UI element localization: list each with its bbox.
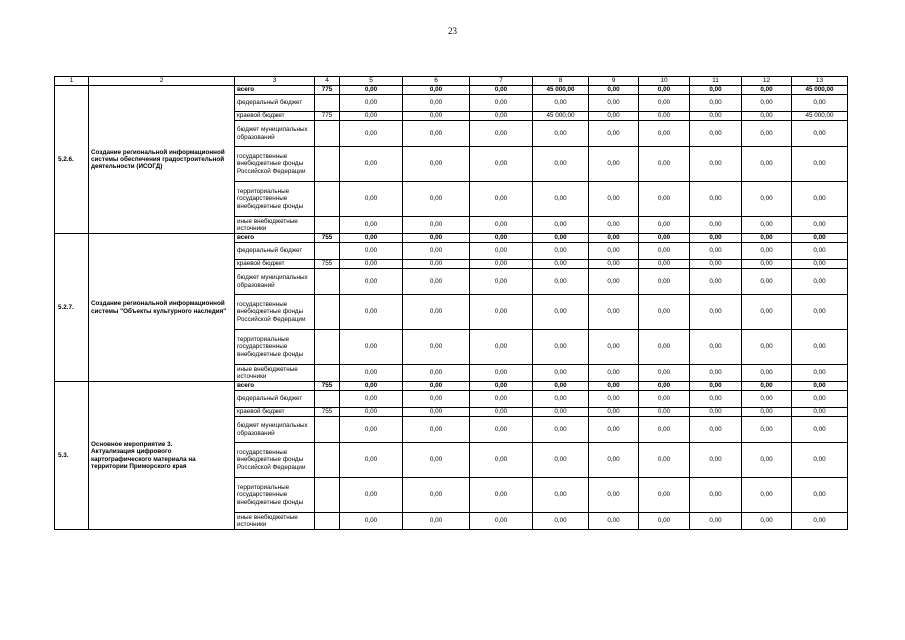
column-header: 10 (639, 77, 690, 86)
funding-source: территориальные государственные внебюджетные фонды (235, 478, 315, 513)
column-header: 11 (690, 77, 742, 86)
amount-cell: 0,00 (470, 182, 533, 217)
amount-cell: 0,00 (340, 86, 403, 95)
budget-code: 775 (315, 86, 340, 95)
funding-source: территориальные государственные внебюджетные фонды (235, 330, 315, 365)
budget-code: 755 (315, 382, 340, 391)
amount-cell: 0,00 (742, 478, 792, 513)
amount-cell: 0,00 (403, 121, 470, 147)
amount-cell: 0,00 (639, 95, 690, 112)
column-header-row (55, 77, 848, 86)
amount-cell: 45 000,00 (792, 112, 848, 121)
column-header: 9 (589, 77, 639, 86)
amount-cell: 0,00 (533, 260, 589, 269)
amount-cell: 0,00 (690, 365, 742, 382)
amount-cell: 0,00 (742, 243, 792, 260)
amount-cell: 0,00 (639, 443, 690, 478)
amount-cell: 0,00 (742, 95, 792, 112)
amount-cell: 0,00 (589, 478, 639, 513)
amount-cell: 0,00 (470, 417, 533, 443)
column-header: 4 (315, 77, 340, 86)
amount-cell: 0,00 (340, 269, 403, 295)
amount-cell: 0,00 (340, 234, 403, 243)
amount-cell: 0,00 (639, 260, 690, 269)
amount-cell: 0,00 (403, 391, 470, 408)
amount-cell: 0,00 (403, 234, 470, 243)
amount-cell: 0,00 (470, 295, 533, 330)
funding-source: краевой бюджет (235, 408, 315, 417)
amount-cell: 0,00 (340, 147, 403, 182)
amount-cell: 0,00 (690, 182, 742, 217)
amount-cell: 0,00 (639, 478, 690, 513)
amount-cell: 0,00 (690, 112, 742, 121)
amount-cell: 0,00 (792, 217, 848, 234)
amount-cell: 0,00 (403, 217, 470, 234)
amount-cell: 0,00 (639, 417, 690, 443)
section-title: Создание региональной информационной системы "Объекты культурного наследия" (91, 300, 227, 315)
funding-source: иные внебюджетные источники (235, 217, 315, 234)
amount-cell: 0,00 (470, 234, 533, 243)
amount-cell: 0,00 (639, 112, 690, 121)
amount-cell: 0,00 (470, 443, 533, 478)
amount-cell: 0,00 (340, 182, 403, 217)
amount-cell: 0,00 (533, 391, 589, 408)
amount-cell: 0,00 (340, 417, 403, 443)
budget-code: 775 (315, 112, 340, 121)
amount-cell: 0,00 (403, 95, 470, 112)
amount-cell: 0,00 (589, 382, 639, 391)
amount-cell: 0,00 (533, 121, 589, 147)
budget-table (54, 76, 848, 530)
amount-cell: 0,00 (742, 147, 792, 182)
amount-cell: 0,00 (403, 478, 470, 513)
budget-code (315, 243, 340, 260)
amount-cell: 0,00 (470, 86, 533, 95)
amount-cell: 0,00 (589, 269, 639, 295)
budget-code (315, 121, 340, 147)
amount-cell: 0,00 (690, 147, 742, 182)
funding-source: бюджет муниципальных образований (235, 269, 315, 295)
amount-cell: 0,00 (340, 112, 403, 121)
section-code: 5.3. (55, 382, 89, 530)
amount-cell: 0,00 (690, 260, 742, 269)
amount-cell: 0,00 (690, 443, 742, 478)
budget-code (315, 443, 340, 478)
funding-source: краевой бюджет (235, 112, 315, 121)
amount-cell: 0,00 (340, 365, 403, 382)
amount-cell: 0,00 (690, 330, 742, 365)
budget-code (315, 269, 340, 295)
amount-cell: 0,00 (589, 121, 639, 147)
funding-source: федеральный бюджет (235, 95, 315, 112)
funding-source: федеральный бюджет (235, 243, 315, 260)
page-number: 23 (448, 26, 457, 36)
funding-source: государственные внебюджетные фонды Российской Федерации (235, 147, 315, 182)
amount-cell: 0,00 (340, 121, 403, 147)
amount-cell: 0,00 (639, 86, 690, 95)
section-title: Актуализация цифрового картографического материала на территории Приморского края (91, 448, 196, 470)
amount-cell: 0,00 (589, 365, 639, 382)
amount-cell: 0,00 (792, 330, 848, 365)
amount-cell: 0,00 (533, 95, 589, 112)
amount-cell: 0,00 (742, 260, 792, 269)
amount-cell: 0,00 (340, 443, 403, 478)
amount-cell: 0,00 (589, 391, 639, 408)
amount-cell: 0,00 (639, 147, 690, 182)
amount-cell: 0,00 (533, 382, 589, 391)
amount-cell: 0,00 (403, 295, 470, 330)
amount-cell: 0,00 (639, 330, 690, 365)
amount-cell: 0,00 (639, 365, 690, 382)
amount-cell: 0,00 (589, 112, 639, 121)
amount-cell: 0,00 (639, 513, 690, 530)
amount-cell: 0,00 (470, 121, 533, 147)
funding-source: федеральный бюджет (235, 391, 315, 408)
amount-cell: 0,00 (403, 382, 470, 391)
table-row-total (55, 382, 848, 391)
amount-cell: 0,00 (639, 217, 690, 234)
amount-cell: 0,00 (690, 243, 742, 260)
amount-cell: 0,00 (403, 112, 470, 121)
funding-source: государственные внебюджетные фонды Российской Федерации (235, 443, 315, 478)
amount-cell: 0,00 (470, 391, 533, 408)
amount-cell: 0,00 (589, 408, 639, 417)
amount-cell: 0,00 (403, 260, 470, 269)
amount-cell: 0,00 (470, 147, 533, 182)
amount-cell: 0,00 (639, 234, 690, 243)
amount-cell: 0,00 (792, 478, 848, 513)
amount-cell: 0,00 (533, 269, 589, 295)
table-row-total (55, 86, 848, 95)
column-header: 2 (89, 77, 235, 86)
amount-cell: 0,00 (742, 382, 792, 391)
budget-code (315, 478, 340, 513)
amount-cell: 0,00 (470, 365, 533, 382)
amount-cell: 0,00 (742, 513, 792, 530)
table-row-total (55, 234, 848, 243)
amount-cell: 0,00 (690, 478, 742, 513)
column-header: 5 (340, 77, 403, 86)
amount-cell: 0,00 (340, 260, 403, 269)
amount-cell: 0,00 (742, 234, 792, 243)
amount-cell: 0,00 (792, 443, 848, 478)
amount-cell: 0,00 (792, 234, 848, 243)
amount-cell: 0,00 (742, 182, 792, 217)
amount-cell: 45 000,00 (533, 86, 589, 95)
funding-source: краевой бюджет (235, 260, 315, 269)
amount-cell: 0,00 (533, 330, 589, 365)
amount-cell: 0,00 (470, 382, 533, 391)
amount-cell: 0,00 (340, 478, 403, 513)
amount-cell: 0,00 (742, 391, 792, 408)
amount-cell: 0,00 (742, 217, 792, 234)
amount-cell: 0,00 (639, 295, 690, 330)
column-header: 12 (742, 77, 792, 86)
funding-source: государственные внебюджетные фонды Российской Федерации (235, 295, 315, 330)
funding-source: всего (235, 86, 315, 95)
amount-cell: 0,00 (742, 417, 792, 443)
column-header: 3 (235, 77, 315, 86)
amount-cell: 0,00 (690, 269, 742, 295)
budget-code (315, 365, 340, 382)
budget-code (315, 95, 340, 112)
budget-code (315, 147, 340, 182)
amount-cell: 0,00 (690, 121, 742, 147)
amount-cell: 0,00 (533, 443, 589, 478)
amount-cell: 0,00 (690, 234, 742, 243)
amount-cell: 0,00 (403, 443, 470, 478)
amount-cell: 0,00 (589, 417, 639, 443)
budget-code: 755 (315, 234, 340, 243)
amount-cell: 0,00 (690, 86, 742, 95)
section-name (89, 234, 235, 382)
amount-cell: 0,00 (470, 513, 533, 530)
funding-source: иные внебюджетные источники (235, 513, 315, 530)
budget-code: 755 (315, 408, 340, 417)
amount-cell: 0,00 (533, 147, 589, 182)
column-header: 7 (470, 77, 533, 86)
amount-cell: 0,00 (639, 121, 690, 147)
amount-cell: 0,00 (792, 513, 848, 530)
amount-cell: 0,00 (639, 382, 690, 391)
amount-cell: 0,00 (470, 478, 533, 513)
amount-cell: 0,00 (340, 217, 403, 234)
amount-cell: 0,00 (742, 121, 792, 147)
section-name (89, 382, 235, 530)
amount-cell: 0,00 (792, 260, 848, 269)
amount-cell: 0,00 (639, 391, 690, 408)
amount-cell: 0,00 (589, 513, 639, 530)
amount-cell: 0,00 (589, 330, 639, 365)
amount-cell: 0,00 (639, 408, 690, 417)
amount-cell: 0,00 (792, 121, 848, 147)
amount-cell: 0,00 (340, 382, 403, 391)
amount-cell: 0,00 (470, 95, 533, 112)
amount-cell: 0,00 (742, 86, 792, 95)
column-header: 6 (403, 77, 470, 86)
amount-cell: 0,00 (589, 295, 639, 330)
amount-cell: 0,00 (690, 408, 742, 417)
amount-cell: 0,00 (589, 217, 639, 234)
budget-code (315, 391, 340, 408)
amount-cell: 0,00 (589, 443, 639, 478)
amount-cell: 0,00 (470, 408, 533, 417)
column-header: 8 (533, 77, 589, 86)
amount-cell: 0,00 (792, 295, 848, 330)
amount-cell: 0,00 (742, 330, 792, 365)
amount-cell: 0,00 (742, 269, 792, 295)
amount-cell: 0,00 (470, 330, 533, 365)
amount-cell: 0,00 (340, 95, 403, 112)
amount-cell: 0,00 (589, 147, 639, 182)
amount-cell: 0,00 (470, 269, 533, 295)
amount-cell: 0,00 (533, 478, 589, 513)
section-title: Создание региональной информационной системы обеспечения градостроительной деятельности (ИСОГД) (91, 148, 225, 171)
amount-cell: 0,00 (470, 243, 533, 260)
amount-cell: 0,00 (742, 408, 792, 417)
amount-cell: 45 000,00 (533, 112, 589, 121)
amount-cell: 0,00 (792, 182, 848, 217)
amount-cell: 0,00 (639, 269, 690, 295)
amount-cell: 0,00 (533, 365, 589, 382)
amount-cell: 0,00 (403, 365, 470, 382)
amount-cell: 0,00 (690, 382, 742, 391)
amount-cell: 0,00 (403, 330, 470, 365)
amount-cell: 45 000,00 (792, 86, 848, 95)
amount-cell: 0,00 (403, 86, 470, 95)
amount-cell: 0,00 (690, 217, 742, 234)
amount-cell: 0,00 (742, 112, 792, 121)
amount-cell: 0,00 (792, 408, 848, 417)
amount-cell: 0,00 (403, 417, 470, 443)
amount-cell: 0,00 (792, 147, 848, 182)
amount-cell: 0,00 (533, 295, 589, 330)
column-header: 1 (55, 77, 89, 86)
amount-cell: 0,00 (792, 391, 848, 408)
funding-source: территориальные государственные внебюджетные фонды (235, 182, 315, 217)
amount-cell: 0,00 (589, 243, 639, 260)
amount-cell: 0,00 (340, 295, 403, 330)
amount-cell: 0,00 (533, 217, 589, 234)
amount-cell: 0,00 (589, 234, 639, 243)
amount-cell: 0,00 (792, 382, 848, 391)
amount-cell: 0,00 (403, 182, 470, 217)
budget-code (315, 295, 340, 330)
amount-cell: 0,00 (533, 182, 589, 217)
section-code: 5.2.6. (55, 86, 89, 234)
amount-cell: 0,00 (403, 147, 470, 182)
amount-cell: 0,00 (690, 417, 742, 443)
budget-code: 755 (315, 260, 340, 269)
amount-cell: 0,00 (589, 86, 639, 95)
amount-cell: 0,00 (403, 408, 470, 417)
column-header: 13 (792, 77, 848, 86)
amount-cell: 0,00 (533, 234, 589, 243)
funding-source: бюджет муниципальных образований (235, 417, 315, 443)
amount-cell: 0,00 (340, 513, 403, 530)
table-body (55, 77, 848, 530)
budget-code (315, 417, 340, 443)
amount-cell: 0,00 (403, 243, 470, 260)
amount-cell: 0,00 (639, 182, 690, 217)
funding-source: всего (235, 234, 315, 243)
funding-source: всего (235, 382, 315, 391)
amount-cell: 0,00 (403, 513, 470, 530)
budget-code (315, 182, 340, 217)
amount-cell: 0,00 (792, 417, 848, 443)
amount-cell: 0,00 (533, 513, 589, 530)
amount-cell: 0,00 (589, 182, 639, 217)
budget-code (315, 217, 340, 234)
amount-cell: 0,00 (533, 408, 589, 417)
budget-code (315, 330, 340, 365)
amount-cell: 0,00 (792, 365, 848, 382)
funding-source: бюджет муниципальных образований (235, 121, 315, 147)
amount-cell: 0,00 (340, 391, 403, 408)
amount-cell: 0,00 (690, 295, 742, 330)
amount-cell: 0,00 (470, 112, 533, 121)
amount-cell: 0,00 (533, 417, 589, 443)
amount-cell: 0,00 (742, 443, 792, 478)
amount-cell: 0,00 (589, 95, 639, 112)
amount-cell: 0,00 (403, 269, 470, 295)
amount-cell: 0,00 (340, 243, 403, 260)
amount-cell: 0,00 (690, 391, 742, 408)
section-code: 5.2.7. (55, 234, 89, 382)
amount-cell: 0,00 (340, 330, 403, 365)
amount-cell: 0,00 (589, 260, 639, 269)
amount-cell: 0,00 (470, 217, 533, 234)
amount-cell: 0,00 (533, 243, 589, 260)
amount-cell: 0,00 (742, 295, 792, 330)
amount-cell: 0,00 (690, 95, 742, 112)
amount-cell: 0,00 (792, 95, 848, 112)
amount-cell: 0,00 (690, 513, 742, 530)
amount-cell: 0,00 (639, 243, 690, 260)
amount-cell: 0,00 (792, 269, 848, 295)
section-name (89, 86, 235, 234)
funding-source: иные внебюджетные источники (235, 365, 315, 382)
amount-cell: 0,00 (792, 243, 848, 260)
budget-code (315, 513, 340, 530)
amount-cell: 0,00 (340, 408, 403, 417)
section-title-bold: Основное мероприятие 3. (91, 441, 173, 449)
amount-cell: 0,00 (742, 365, 792, 382)
amount-cell: 0,00 (470, 260, 533, 269)
